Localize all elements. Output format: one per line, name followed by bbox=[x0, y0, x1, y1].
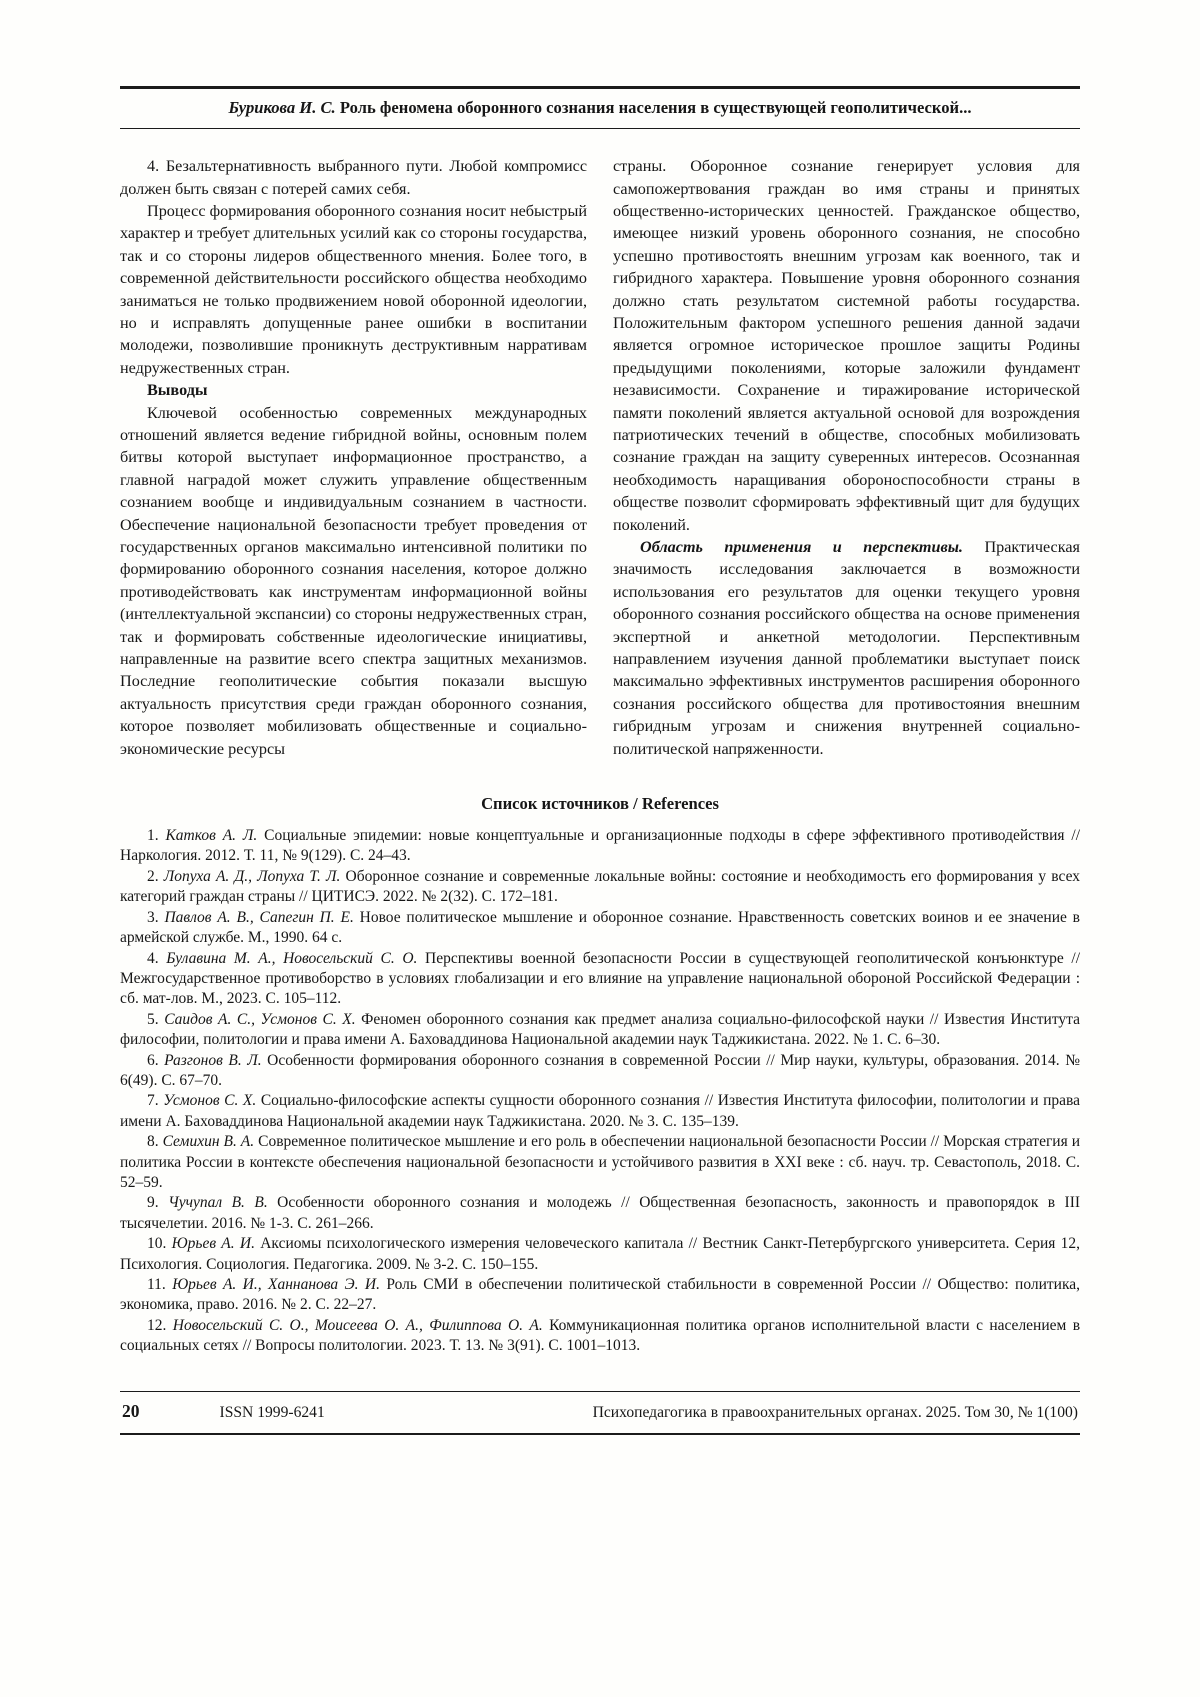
reference-authors: Павлов А. В., Сапегин П. Е. bbox=[164, 908, 354, 926]
reference-text: Оборонное сознание и современные локальные войны: состояние и необходимость его формирования у всех категорий граждан страны // ЦИТИСЭ. 2022. № 2(32). С. 172–181. bbox=[120, 867, 1081, 906]
reference-text: Новое политическое мышление и оборонное сознание. Нравственность советских воинов и ее значение в армейской службе. М., 1990. 64 с. bbox=[120, 908, 1081, 947]
right-column bbox=[613, 155, 1080, 760]
reference-number: 6. bbox=[147, 1051, 159, 1069]
issn-label: ISSN 1999-6241 bbox=[219, 1404, 325, 1422]
reference-item bbox=[120, 908, 1080, 949]
reference-item bbox=[120, 1010, 1080, 1051]
reference-item bbox=[120, 1132, 1080, 1193]
reference-authors: Усмонов С. Х. bbox=[163, 1092, 257, 1110]
page-content bbox=[120, 86, 1080, 1435]
running-head-title: Роль феномена оборонного сознания населения в существующей геополитической... bbox=[339, 97, 972, 117]
list-item-paragraph: 4. Безальтернативность выбранного пути. Любой компромисс должен быть связан с потерей самих себя. bbox=[120, 157, 587, 198]
conclusions-paragraph: Ключевой особенностью современных международных отношений является ведение гибридной войны, основным полем битвы которой выступает информационное пространство, а главной наградой может служить управление общественным сознанием вообще и индивидуальным сознанием в частности. Обеспечение национальной безопасности требует проведения от государственных органов максимально интенсивной политики по формированию оборонного сознания населения, которое должно противодействовать как инструментам информационной войны (интеллектуальной экспансии) со стороны недружественных стран, так и формировать собственные идеологические инициативы, направленные на развитие всего спектра защитных механизмов. Последние геополитические события показали высшую актуальность присутствия среди граждан оборонного сознания, которое позволяет мобилизовать общественные и социально-экономические ресурсы bbox=[120, 403, 587, 758]
reference-item bbox=[120, 1051, 1080, 1092]
reference-number: 7. bbox=[147, 1092, 159, 1110]
reference-text: Социальные эпидемии: новые концептуальные и организационные подходы в сфере эффективного противодействия // Наркология. 2012. Т. 11, № 9(129). С. 24–43. bbox=[120, 827, 1081, 865]
page-footer-block bbox=[120, 1391, 1080, 1435]
reference-authors: Юрьев А. И., Ханнанова Э. И. bbox=[172, 1276, 380, 1293]
reference-text: Перспективы военной безопасности России в существующей геополитической конъюнктуре // Межгосударственное противоборство в условиях глобализации и его влияние на управление национальной обороной Российской Федерации : сб. мат-лов. М., 2023. С. 105–112. bbox=[120, 949, 1081, 1008]
reference-item bbox=[120, 826, 1080, 867]
conclusions-heading: Выводы bbox=[147, 381, 208, 400]
reference-item bbox=[120, 867, 1080, 908]
reference-text: Особенности оборонного сознания и молодежь // Общественная безопасность, законность и правопорядок в III тысячелетии. 2016. № 1-3. С. 261–266. bbox=[120, 1194, 1081, 1232]
conclusions-continuation-paragraph: страны. Оборонное сознание генерирует условия для самопожертвования граждан во имя страны и принятых общественно-исторических ценностей. Гражданское общество, имеющее низкий уровень оборонного сознания, не способно успешно противостоять внешним угрозам как военного, так и гибридного характера. Повышение уровня оборонного сознания должно стать результатом системной работы государства. Положительным фактором успешного решения данной задачи является огромное историческое прошлое защиты Родины предыдущими поколениями, которые заложили фундамент независимости. Сохранение и тиражирование исторической памяти поколений является актуальной основой для возрождения патриотических течений в обществе, способных мобилизовать сознание граждан на защиту суверенных интересов. Осознанная необходимость наращивания обороноспособности страны в обществе позволит сформировать эффективный щит для будущих поколений. bbox=[613, 157, 1080, 534]
reference-number: 2. bbox=[147, 867, 159, 885]
reference-number: 1. bbox=[147, 827, 159, 845]
reference-item bbox=[120, 1091, 1080, 1132]
reference-authors: Семихин В. А. bbox=[162, 1133, 255, 1151]
page-footer bbox=[120, 1392, 1080, 1433]
references-heading: Список источников / References bbox=[481, 794, 719, 814]
reference-text: Современное политическое мышление и его роль в обеспечении национальной безопасности России // Морская стратегия и политика России в контексте обеспечения национальной безопасности и устойчивого развития в XXI веке : сб. науч. тр. Севастополь, 2018. С. 52–59. bbox=[120, 1133, 1081, 1191]
reference-number: 4. bbox=[147, 949, 159, 967]
header-bottom-rule bbox=[120, 128, 1080, 130]
reference-number: 5. bbox=[147, 1010, 159, 1028]
reference-text: Социально-философские аспекты сущности оборонного сознания // Известия Института философии, политологии и права имени А. Баховаддинова Национальной академии наук Таджикистана. 2020. № 3. С. 135–139. bbox=[120, 1092, 1081, 1130]
reference-number: 9. bbox=[147, 1194, 159, 1212]
reference-number: 12. bbox=[147, 1316, 167, 1334]
reference-authors: Лопуха А. Д., Лопуха Т. Л. bbox=[163, 867, 341, 885]
reference-item bbox=[120, 1316, 1080, 1357]
reference-text: Особенности формирования оборонного сознания в современной России // Мир науки, культуры, образования. 2014. № 6(49). С. 67–70. bbox=[120, 1051, 1081, 1089]
reference-text: Феномен оборонного сознания как предмет анализа социально-философской науки // Известия Института философии, политологии и права имени А. Баховаддинова Национальной академии наук Таджикистана. 2022. № 1. С. 6–30. bbox=[120, 1010, 1081, 1049]
reference-number: 10. bbox=[147, 1235, 167, 1253]
reference-authors: Булавина М. А., Новосельский С. О. bbox=[166, 949, 418, 967]
left-column bbox=[120, 155, 587, 760]
reference-item bbox=[120, 1193, 1080, 1234]
applications-lead: Область применения и перспективы. bbox=[640, 538, 963, 556]
applications-text: Практическая значимость исследования заключается в возможности использования его результатов для оценки текущего уровня оборонного сознания российского общества на основе применения экспертной и анкетной методологии. Перспективным направлением изучения данной проблематики выступает поиск максимально эффективных инструментов расширения оборонного сознания российского общества для противостояния внешним гибридным угрозам и снижения внутренней социально-политической напряженности. bbox=[613, 538, 1080, 758]
reference-authors: Чучупал В. В. bbox=[168, 1194, 268, 1212]
references-section bbox=[120, 792, 1080, 1357]
reference-item bbox=[120, 1234, 1080, 1275]
applications-paragraph bbox=[613, 536, 1080, 760]
reference-number: 8. bbox=[147, 1133, 159, 1151]
reference-text: Коммуникационная политика органов исполнительной власти с населением в социальных сетях // Вопросы политологии. 2023. Т. 13. № 3(91). С. 1001–1013. bbox=[120, 1316, 1081, 1355]
reference-authors: Разгонов В. Л. bbox=[164, 1051, 262, 1069]
reference-number: 11. bbox=[147, 1276, 166, 1293]
reference-authors: Саидов А. С., Усмонов С. Х. bbox=[164, 1010, 356, 1028]
reference-item bbox=[120, 1275, 1080, 1316]
page-number: 20 bbox=[122, 1401, 140, 1422]
reference-text: Роль СМИ в обеспечении политической стабильности в современной России // Общество: политика, экономика, право. 2016. № 2. С. 22–27. bbox=[120, 1276, 1081, 1314]
formation-paragraph: Процесс формирования оборонного сознания носит небыстрый характер и требует длительных усилий как со стороны государства, так и со стороны лидеров общественного мнения. Более того, в современной действительности российского общества необходимо заниматься не только продвижением новой оборонной идеологии, но и исправлять допущенные ранее ошибки в воспитании молодежи, позволившие проникнуть деструктивным нарративам недружественных стран. bbox=[120, 201, 587, 377]
journal-line: Психопедагогика в правоохранительных органах. 2025. Том 30, № 1(100) bbox=[592, 1404, 1078, 1422]
reference-authors: Катков А. Л. bbox=[165, 827, 258, 845]
reference-authors: Юрьев А. И. bbox=[171, 1235, 255, 1253]
reference-authors: Новосельский С. О., Моисеева О. А., Филиппова О. А. bbox=[172, 1316, 543, 1334]
running-head-author: Бурикова И. С. bbox=[228, 97, 336, 117]
running-head bbox=[120, 89, 1080, 128]
reference-text: Аксиомы психологического измерения человеческого капитала // Вестник Санкт-Петербургского университета. Серия 12, Психология. Социология. Педагогика. 2009. № 3-2. С. 150–155. bbox=[120, 1235, 1081, 1273]
reference-number: 3. bbox=[147, 908, 159, 926]
two-column-body bbox=[120, 155, 1080, 760]
footer-bottom-rule bbox=[120, 1433, 1080, 1435]
reference-item bbox=[120, 949, 1080, 1010]
